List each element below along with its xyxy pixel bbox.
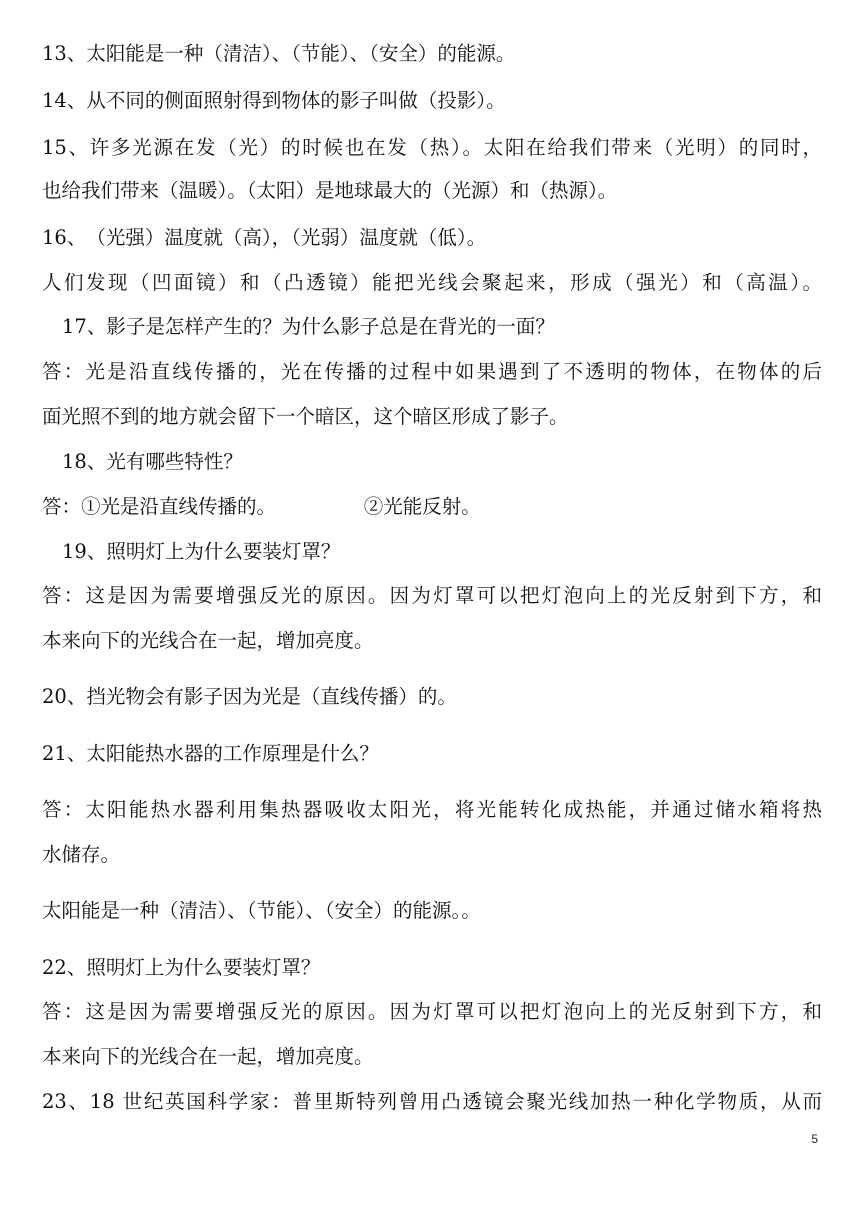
question-17-line: 17、影子是怎样产生的？为什么影子总是在背光的一面？ xyxy=(62,315,555,338)
question-18-line: 18、光有哪些特性？ xyxy=(62,450,243,473)
question-19-line: 19、照明灯上为什么要装灯罩？ xyxy=(62,540,341,563)
question-16-line: 16、 （光强）温度就（高），（光弱）温度就（低）。 xyxy=(42,226,487,249)
question-21-line: 21、太阳能热水器的工作原理是什么？ xyxy=(42,742,379,765)
answer-21-line-1: 答：太阳能热水器利用集热器吸收太阳光，将光能转化成热能，并通过储水箱将热 xyxy=(42,798,822,821)
answer-22-line-2: 本来向下的光线合在一起，增加亮度。 xyxy=(42,1045,374,1068)
answer-18-line: 答：①光是沿直线传播的。 ②光能反射。 xyxy=(42,495,481,518)
question-15-line-2: 也给我们带来（温暖）。（太阳）是地球最大的（光源）和（热源）。 xyxy=(42,179,618,202)
answer-19-line-2: 本来向下的光线合在一起，增加亮度。 xyxy=(42,629,374,652)
question-20-line: 20、挡光物会有影子因为光是（直线传播）的。 xyxy=(42,685,457,708)
question-14-line: 14、从不同的侧面照射得到物体的影子叫做（投影）。 xyxy=(42,89,506,112)
question-22-line: 22、照明灯上为什么要装灯罩？ xyxy=(42,956,321,979)
answer-17-line-1: 答：光是沿直线传播的，光在传播的过程中如果遇到了不透明的物体，在物体的后 xyxy=(42,360,822,383)
page-number: 5 xyxy=(811,1132,818,1146)
answer-17-line-2: 面光照不到的地方就会留下一个暗区，这个暗区形成了影子。 xyxy=(42,405,569,428)
answer-22-line-1: 答：这是因为需要增强反光的原因。因为灯罩可以把灯泡向上的光反射到下方，和 xyxy=(42,1000,822,1023)
question-15-line-1: 15、许多光源在发（光）的时候也在发（热）。太阳在给我们带来（光明）的同时， xyxy=(42,136,822,159)
question-13-line: 13、太阳能是一种（清洁）、（节能）、（安全）的能源。 xyxy=(42,42,516,65)
question-23-line: 23、18 世纪英国科学家：普里斯特列曾用凸透镜会聚光线加热一种化学物质，从而 xyxy=(42,1090,822,1113)
answer-21-line-2: 水储存。 xyxy=(42,843,121,866)
answer-19-line-1: 答：这是因为需要增强反光的原因。因为灯罩可以把灯泡向上的光反射到下方，和 xyxy=(42,584,822,607)
solar-energy-line: 太阳能是一种（清洁）、（节能）、（安全）的能源。。 xyxy=(42,899,481,922)
concave-mirror-line: 人们发现（凹面镜）和（凸透镜）能把光线会聚起来，形成（强光）和（高温）。 xyxy=(42,271,822,294)
